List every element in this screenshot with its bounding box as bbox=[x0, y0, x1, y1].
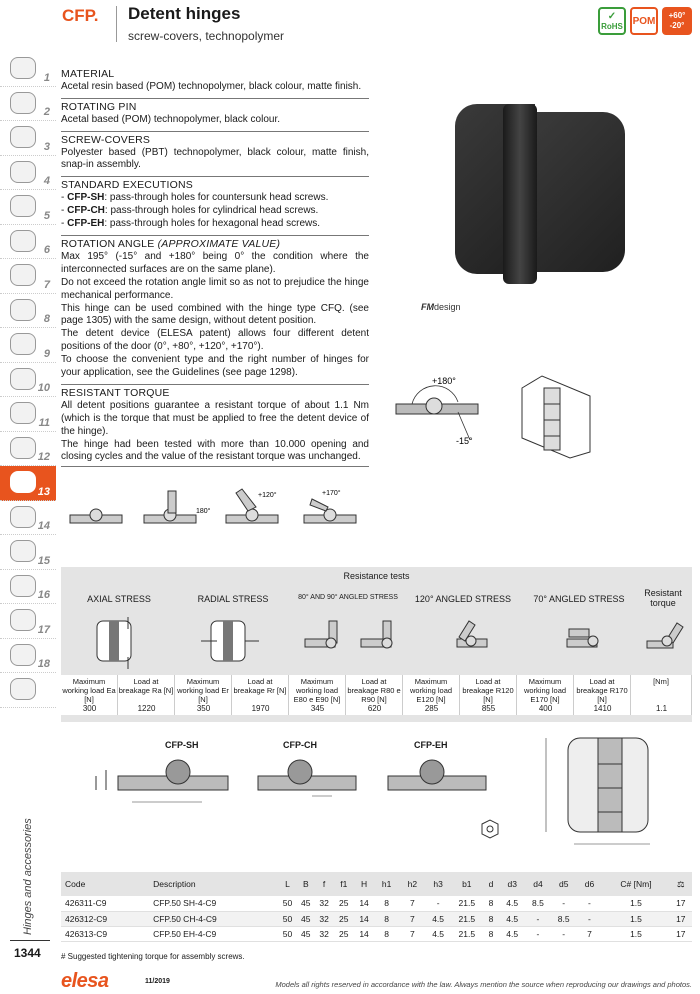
table-cell: 21.5 bbox=[451, 926, 483, 941]
section-heading: RESISTANT TORQUE bbox=[61, 386, 170, 399]
sidebar-item-3[interactable] bbox=[0, 121, 56, 156]
table-cell: - bbox=[525, 926, 551, 941]
resistance-tests-table bbox=[61, 567, 692, 722]
drawing-label-sh: CFP-SH bbox=[165, 740, 199, 750]
resistance-cell-label: Maximum working load E120 [N] bbox=[403, 675, 460, 715]
detent-120-deg bbox=[226, 489, 278, 523]
clamp-icon bbox=[10, 402, 36, 424]
detent-170-deg bbox=[304, 489, 356, 523]
table-cell: 21.5 bbox=[451, 911, 483, 926]
sidebar-item-13[interactable] bbox=[0, 466, 56, 501]
resistance-value: 350 bbox=[196, 704, 211, 713]
table-cell: 4.5 bbox=[499, 911, 525, 926]
page-number: 1344 bbox=[14, 946, 41, 960]
rotation-angle-section bbox=[61, 235, 369, 380]
resistance-cell-label: Maximum working load E170 [N] bbox=[517, 675, 574, 715]
paragraph: To choose the convenient type and the right number of hinges for your application, see the Guidelines (see page 1298). bbox=[61, 354, 369, 379]
resistant-torque-section bbox=[61, 384, 369, 467]
table-body bbox=[61, 896, 692, 941]
paragraph: The hinge had been tested with more than 10.000 opening and closing cycles and the value of the resistant torque was unchanged. bbox=[61, 438, 369, 463]
table-cell: 25 bbox=[333, 896, 354, 911]
knob-icon bbox=[10, 195, 36, 217]
table-cell: 14 bbox=[354, 911, 373, 926]
table-cell: 14 bbox=[354, 896, 373, 911]
edition-date: 11/2019 bbox=[145, 978, 170, 985]
table-cell: 17 bbox=[670, 896, 692, 911]
column-header: f bbox=[315, 872, 333, 896]
detent-0-deg bbox=[70, 509, 122, 523]
resistance-value: 620 bbox=[367, 704, 382, 713]
sidebar-item-number: 14 bbox=[37, 520, 50, 532]
indicator-icon bbox=[10, 264, 36, 286]
resistance-values bbox=[61, 675, 692, 715]
caster-icon bbox=[10, 575, 36, 597]
detent-positions-diagram bbox=[66, 485, 366, 535]
angle-label: +120° bbox=[258, 492, 277, 499]
material-section bbox=[61, 66, 369, 94]
hinge-isometric-drawing bbox=[512, 368, 598, 460]
lever-icon bbox=[10, 126, 36, 148]
resistant-torque-heading: Resistant torque bbox=[644, 588, 682, 608]
table-cell: 1.5 bbox=[602, 926, 669, 941]
column-header: L bbox=[278, 872, 296, 896]
table-cell: 14 bbox=[354, 926, 373, 941]
rohs-check-icon: ✓ bbox=[607, 11, 617, 22]
sidebar-item-number: 7 bbox=[43, 278, 50, 291]
sidebar-item-number: 5 bbox=[43, 209, 50, 222]
sidebar-item-9[interactable] bbox=[0, 328, 56, 363]
column-header: Code bbox=[61, 872, 149, 896]
column-header: C# [Nm] bbox=[602, 872, 669, 896]
table-cell: 426312-C9 bbox=[61, 911, 149, 926]
execution-item: - CFP-SH: pass-through holes for countersunk head screws. bbox=[61, 192, 329, 204]
table-cell: 45 bbox=[297, 911, 315, 926]
table-cell: 7 bbox=[577, 926, 603, 941]
table-cell: 4.5 bbox=[499, 926, 525, 941]
torque-icon bbox=[647, 623, 683, 648]
wheel-icon bbox=[10, 609, 36, 631]
column-header: b1 bbox=[451, 872, 483, 896]
section-heading: STANDARD EXECUTIONS bbox=[61, 179, 193, 192]
sidebar-item-tools[interactable] bbox=[0, 673, 56, 708]
drawing-label-eh: CFP-EH bbox=[414, 740, 448, 750]
angle-label: +180° bbox=[432, 376, 456, 386]
radial-stress-icon bbox=[201, 621, 259, 661]
paragraph: Do not exceed the rotation angle limit so as not to prejudice the hinge mechanical performance. bbox=[61, 276, 369, 301]
product-code: CFP. bbox=[62, 6, 99, 25]
tool-icon bbox=[10, 678, 36, 700]
table-cell: 8.5 bbox=[551, 911, 577, 926]
axial-stress-heading: AXIAL STRESS bbox=[87, 594, 151, 604]
resistance-value: 285 bbox=[424, 704, 439, 713]
description-column bbox=[61, 66, 369, 471]
sidebar-item-11[interactable] bbox=[0, 397, 56, 432]
rotation-range-diagram bbox=[392, 372, 492, 452]
column-header: d bbox=[483, 872, 500, 896]
table-cell: 1.5 bbox=[602, 911, 669, 926]
execution-item: - CFP-CH: pass-through holes for cylindrical head screws. bbox=[61, 205, 319, 217]
pull-handle-icon bbox=[10, 161, 36, 183]
paragraph: Max 195° (-15° and +180° being 0° the condition where the interconnected surfaces are on the same plane). bbox=[61, 250, 369, 275]
column-header: ⚖ bbox=[670, 872, 692, 896]
resistance-cell-label: Load at breakage R80 e R90 [N] bbox=[346, 675, 403, 715]
sidebar-item-7[interactable] bbox=[0, 259, 56, 294]
resistance-value: 345 bbox=[310, 704, 325, 713]
table-cell: 1.5 bbox=[602, 896, 669, 911]
table-cell: 50 bbox=[278, 896, 296, 911]
table-cell: 45 bbox=[297, 896, 315, 911]
sidebar-item-number: 1 bbox=[43, 71, 50, 84]
column-header: h1 bbox=[374, 872, 400, 896]
sidebar-item-number: 16 bbox=[37, 589, 50, 601]
resistance-cell-label: [Nm] bbox=[631, 675, 692, 715]
angle-label: 180° bbox=[196, 508, 211, 515]
section-heading: MATERIAL bbox=[61, 68, 115, 80]
resistance-cell-label: Load at breakage R120 [N] bbox=[460, 675, 517, 715]
angled-70-icon bbox=[567, 629, 598, 647]
resistance-value: 855 bbox=[481, 704, 496, 713]
sidebar-item-5[interactable] bbox=[0, 190, 56, 225]
table-cell: 4.5 bbox=[499, 896, 525, 911]
copyright-notice: Models all rights reserved in accordance with the law. Always mention the source when reproducing our drawings and photos. bbox=[275, 980, 692, 989]
table-cell: 4.5 bbox=[425, 926, 451, 941]
hinge-icon bbox=[10, 471, 36, 493]
sidebar-item-number: 10 bbox=[37, 382, 50, 394]
table-row bbox=[61, 926, 692, 941]
angled-70-heading: 70° ANGLED STRESS bbox=[533, 594, 625, 604]
table-cell: 4.5 bbox=[425, 911, 451, 926]
paragraph: The detent device (ELESA patent) allows four different detent positions of the door (0°, +80°, +120°, +170°). bbox=[61, 328, 369, 353]
column-header: d3 bbox=[499, 872, 525, 896]
footnote: # Suggested tightening torque for assembly screws. bbox=[61, 952, 245, 961]
column-header: H bbox=[354, 872, 373, 896]
table-cell: 426311-C9 bbox=[61, 896, 149, 911]
table-cell: 50 bbox=[278, 911, 296, 926]
product-photo bbox=[455, 104, 627, 279]
table-cell: 32 bbox=[315, 911, 333, 926]
table-cell: 8 bbox=[374, 896, 400, 911]
column-header: h2 bbox=[400, 872, 426, 896]
sidebar-item-16[interactable] bbox=[0, 570, 56, 605]
page-header bbox=[0, 0, 700, 60]
sidebar-item-number: 15 bbox=[37, 554, 50, 567]
resistance-value: 300 bbox=[82, 704, 97, 713]
table-cell: - bbox=[551, 926, 577, 941]
resistance-value: 1.1 bbox=[655, 704, 668, 713]
column-header: f1 bbox=[333, 872, 354, 896]
sidebar-item-18[interactable] bbox=[0, 639, 56, 674]
handle-icon bbox=[10, 92, 36, 114]
category-sidebar bbox=[0, 52, 56, 708]
section-label: Hinges and accessories bbox=[22, 818, 34, 935]
sidebar-item-number: 18 bbox=[37, 658, 50, 670]
table-cell: 17 bbox=[670, 926, 692, 941]
sidebar-item-1[interactable] bbox=[0, 52, 56, 87]
axial-stress-icon bbox=[97, 617, 131, 669]
fm-design-logo: FMdesign bbox=[421, 302, 461, 312]
stress-test-icons bbox=[61, 611, 692, 673]
level-indicator-icon bbox=[10, 368, 36, 390]
table-cell: - bbox=[577, 911, 603, 926]
sidebar-item-8[interactable] bbox=[0, 294, 56, 329]
table-cell: 8 bbox=[374, 926, 400, 941]
section-heading: ROTATING PIN bbox=[61, 100, 137, 113]
table-cell: 32 bbox=[315, 926, 333, 941]
angled-80-90-heading: 80° AND 90° ANGLED STRESS bbox=[298, 594, 398, 601]
resistance-cell-label: Maximum working load Er [N] bbox=[175, 675, 232, 715]
column-header: Description bbox=[149, 872, 278, 896]
clamping-knob-icon bbox=[10, 230, 36, 252]
table-cell: CFP.50 SH-4-C9 bbox=[149, 896, 278, 911]
sidebar-item-number: 4 bbox=[43, 175, 50, 187]
resistance-cell-label: Load at breakage Rr [N] bbox=[232, 675, 289, 715]
sidebar-item-number: 8 bbox=[43, 313, 50, 325]
sidebar-item-6[interactable] bbox=[0, 225, 56, 260]
sidebar-item-2[interactable] bbox=[0, 87, 56, 122]
sidebar-item-15[interactable] bbox=[0, 535, 56, 570]
paragraph: This hinge can be used combined with the hinge type CFQ. (see page 1305) with the same design, without detent position. bbox=[61, 302, 369, 327]
sidebar-item-4[interactable] bbox=[0, 156, 56, 191]
rohs-badge: ✓ RoHS bbox=[598, 7, 626, 35]
table-cell: CFP.50 CH-4-C9 bbox=[149, 911, 278, 926]
standard-executions-section bbox=[61, 176, 369, 231]
table-cell: 8 bbox=[483, 926, 500, 941]
page-number-rule bbox=[10, 940, 50, 941]
radial-stress-heading: RADIAL STRESS bbox=[197, 594, 269, 604]
cfp-front-view-drawing bbox=[534, 732, 664, 856]
table-cell: CFP.50 EH-4-C9 bbox=[149, 926, 278, 941]
table-header-row bbox=[61, 872, 692, 896]
table-cell: 8.5 bbox=[525, 896, 551, 911]
resistance-cell-label: Maximum working load Ea [N] bbox=[61, 675, 118, 715]
elesa-logo: elesa bbox=[61, 970, 109, 992]
table-cell: 50 bbox=[278, 926, 296, 941]
execution-item: - CFP-EH: pass-through holes for hexagonal head screws. bbox=[61, 218, 321, 230]
sidebar-item-number: 17 bbox=[37, 623, 50, 636]
table-cell: - bbox=[425, 896, 451, 911]
table-cell: 8 bbox=[483, 911, 500, 926]
column-header: h3 bbox=[425, 872, 451, 896]
dimensions-table bbox=[61, 872, 692, 942]
table-cell: 45 bbox=[297, 926, 315, 941]
table-cell: 25 bbox=[333, 911, 354, 926]
resistance-value: 1410 bbox=[593, 704, 612, 713]
sidebar-item-number: 12 bbox=[37, 451, 50, 463]
table-cell: 32 bbox=[315, 896, 333, 911]
plunger-icon bbox=[10, 299, 36, 321]
sidebar-item-number: 2 bbox=[43, 106, 50, 118]
resistance-cell-label: Load at breakage R170 [N] bbox=[574, 675, 631, 715]
table-cell: 8 bbox=[374, 911, 400, 926]
screw-covers-section bbox=[61, 131, 369, 173]
sidebar-item-number: 6 bbox=[43, 244, 50, 256]
page-subtitle: screw-covers, technopolymer bbox=[128, 29, 285, 43]
angle-label: -15° bbox=[456, 436, 473, 446]
pom-badge: POM bbox=[630, 7, 658, 35]
levelling-element-icon bbox=[10, 437, 36, 459]
resistance-title: Resistance tests bbox=[343, 571, 410, 581]
column-header: d5 bbox=[551, 872, 577, 896]
drawing-label-ch: CFP-CH bbox=[283, 740, 317, 750]
sidebar-item-number: 11 bbox=[38, 416, 50, 429]
table-cell: 17 bbox=[670, 911, 692, 926]
column-header: d6 bbox=[577, 872, 603, 896]
detent-80-deg bbox=[144, 491, 211, 523]
paragraph: All detent positions guarantee a resistant torque of about 1.1 Nm (which is the torque that must be applied to free the detent device of the hinge). bbox=[61, 399, 369, 437]
table-cell: 21.5 bbox=[451, 896, 483, 911]
sidebar-item-12[interactable] bbox=[0, 432, 56, 467]
section-heading: SCREW-COVERS bbox=[61, 133, 151, 146]
index-pin-icon bbox=[10, 333, 36, 355]
temperature-badge: +60° -20° bbox=[662, 7, 692, 35]
table-cell: 8 bbox=[483, 896, 500, 911]
page-title: Detent hinges bbox=[128, 4, 241, 23]
table-cell: 7 bbox=[400, 926, 426, 941]
angled-80-icon bbox=[305, 621, 337, 648]
sidebar-item-10[interactable] bbox=[0, 363, 56, 398]
table-cell: 426313-C9 bbox=[61, 926, 149, 941]
handwheel-icon bbox=[10, 57, 36, 79]
cfp-sh-drawing bbox=[92, 752, 242, 816]
table-cell: - bbox=[577, 896, 603, 911]
sidebar-item-number: 13 bbox=[37, 485, 50, 498]
hinge-leaf-right bbox=[537, 112, 625, 272]
rotating-pin-section bbox=[61, 98, 369, 127]
angled-90-icon bbox=[361, 621, 392, 648]
table-cell: 7 bbox=[400, 896, 426, 911]
table-cell: 25 bbox=[333, 926, 354, 941]
resistance-cell-label: Load at breakage Ra [N] bbox=[118, 675, 175, 715]
resistance-value: 1970 bbox=[251, 704, 270, 713]
toggle-clamp-icon bbox=[10, 540, 36, 562]
column-header: d4 bbox=[525, 872, 551, 896]
latch-icon bbox=[10, 506, 36, 528]
cfp-ch-drawing bbox=[252, 752, 362, 812]
resistance-cell-label: Maximum working load E80 e E90 [N] bbox=[289, 675, 346, 715]
resistance-value: 400 bbox=[538, 704, 553, 713]
table-row bbox=[61, 911, 692, 926]
angle-label: +170° bbox=[322, 490, 341, 497]
angled-120-heading: 120° ANGLED STRESS bbox=[414, 594, 512, 604]
sidebar-item-number: 3 bbox=[43, 140, 50, 153]
hinge-knuckle bbox=[503, 104, 537, 284]
tube-clamp-icon bbox=[10, 644, 36, 666]
resistance-value: 1220 bbox=[137, 704, 156, 713]
section-heading: ROTATION ANGLE (APPROXIMATE VALUE) bbox=[61, 237, 281, 250]
cfp-eh-drawing bbox=[382, 752, 512, 852]
sidebar-item-14[interactable] bbox=[0, 501, 56, 536]
sidebar-item-number: 9 bbox=[43, 347, 50, 360]
table-row bbox=[61, 896, 692, 911]
table-cell: - bbox=[525, 911, 551, 926]
table-cell: 7 bbox=[400, 911, 426, 926]
section-body: Polyester based (PBT) technopolymer, black colour, matte finish, snap-in assembly. bbox=[61, 146, 369, 171]
header-divider bbox=[116, 6, 117, 42]
column-header: B bbox=[297, 872, 315, 896]
section-body: Acetal resin based (POM) technopolymer, black colour, matte finish. bbox=[61, 80, 362, 92]
angled-120-icon bbox=[457, 621, 487, 647]
table-cell: - bbox=[551, 896, 577, 911]
sidebar-item-17[interactable] bbox=[0, 604, 56, 639]
section-body: Acetal based (POM) technopolymer, black colour. bbox=[61, 113, 280, 125]
